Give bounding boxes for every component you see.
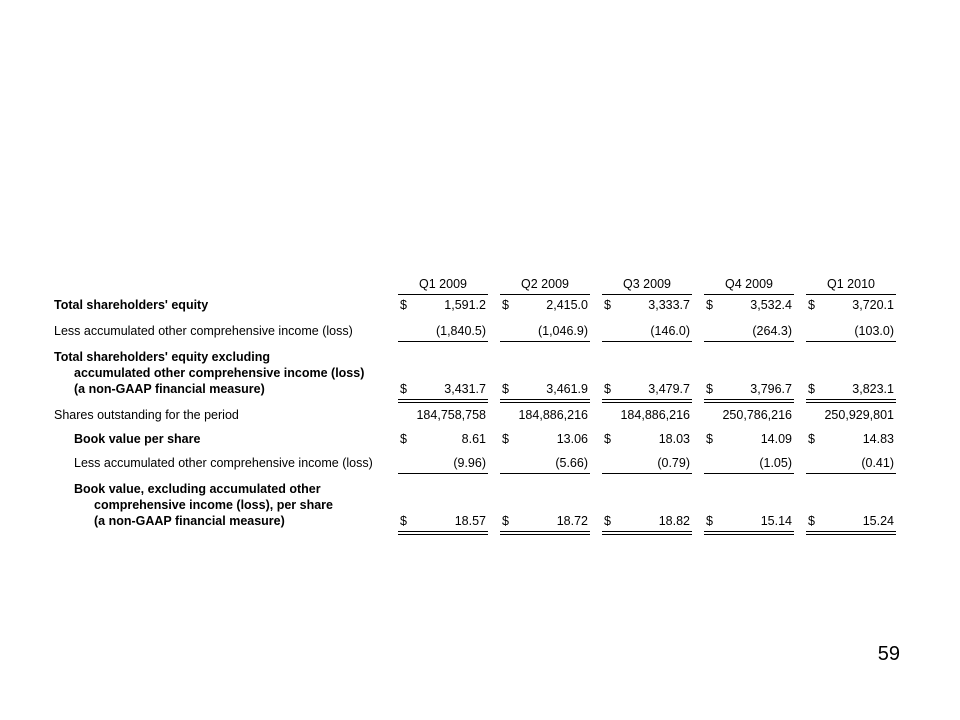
table-row [48, 450, 898, 476]
row-label-line: Shares outstanding for the period [54, 408, 239, 422]
value-amount: 3,431.7 [444, 382, 486, 396]
currency-symbol: $ [706, 298, 713, 312]
value-cell [806, 513, 896, 529]
value-cell [398, 431, 488, 447]
value-cell [602, 407, 692, 423]
row-label [54, 323, 394, 339]
value-cell [398, 513, 488, 529]
currency-symbol: $ [604, 514, 611, 528]
value-cell [806, 323, 896, 339]
table-row [48, 344, 898, 402]
currency-symbol: $ [808, 514, 815, 528]
column-header: Q3 2009 [623, 277, 671, 291]
row-label-line: (a non-GAAP financial measure) [74, 382, 265, 396]
value-cell [398, 407, 488, 423]
value-cell [500, 323, 590, 339]
value-cell [704, 431, 794, 447]
currency-symbol: $ [502, 298, 509, 312]
column-header: Q1 2009 [419, 277, 467, 291]
subtotal-rule [704, 473, 794, 474]
currency-symbol: $ [706, 382, 713, 396]
currency-symbol: $ [808, 298, 815, 312]
value-amount: 184,758,758 [416, 408, 486, 422]
value-amount: 14.09 [760, 432, 792, 446]
value-cell [704, 407, 794, 423]
subtotal-rule [602, 341, 692, 342]
value-cell [704, 323, 794, 339]
value-cell [806, 297, 896, 313]
value-cell [500, 381, 590, 397]
value-amount: 3,461.9 [546, 382, 588, 396]
subtotal-rule [500, 473, 590, 474]
value-amount: 3,823.1 [852, 382, 894, 396]
row-label [54, 297, 394, 313]
total-double-rule [500, 531, 590, 535]
value-amount: 250,929,801 [824, 408, 894, 422]
value-amount: (1,046.9) [537, 324, 588, 338]
value-amount: 13.06 [556, 432, 588, 446]
subtotal-rule [806, 473, 896, 474]
value-amount: 18.72 [556, 514, 588, 528]
table-row [48, 318, 898, 344]
value-amount: (1.05) [759, 456, 792, 470]
subtotal-rule [602, 473, 692, 474]
value-amount: 3,720.1 [852, 298, 894, 312]
subtotal-rule [704, 341, 794, 342]
value-amount: (9.96) [453, 456, 486, 470]
page-number: 59 [877, 643, 900, 665]
value-amount: (1,840.5) [435, 324, 486, 338]
value-amount: (5.66) [555, 456, 588, 470]
value-amount: 15.24 [862, 514, 894, 528]
currency-symbol: $ [400, 432, 407, 446]
currency-symbol: $ [604, 432, 611, 446]
value-cell [500, 455, 590, 471]
value-amount: 14.83 [862, 432, 894, 446]
value-amount: 184,886,216 [518, 408, 588, 422]
row-label-line: comprehensive income (loss), per share [94, 498, 333, 512]
currency-symbol: $ [400, 514, 407, 528]
column-header: Q1 2010 [827, 277, 875, 291]
value-amount: 1,591.2 [444, 298, 486, 312]
value-amount: (0.41) [861, 456, 894, 470]
column-header: Q4 2009 [725, 277, 773, 291]
value-cell [398, 381, 488, 397]
row-label-line: Total shareholders' equity excluding [54, 350, 270, 364]
value-cell [602, 297, 692, 313]
total-double-rule [398, 531, 488, 535]
value-amount: (146.0) [650, 324, 690, 338]
value-amount: (264.3) [752, 324, 792, 338]
value-cell [398, 323, 488, 339]
value-amount: (0.79) [657, 456, 690, 470]
value-amount: 2,415.0 [546, 298, 588, 312]
table-row [48, 476, 898, 534]
currency-symbol: $ [706, 514, 713, 528]
value-amount: 18.82 [658, 514, 690, 528]
row-label-line: (a non-GAAP financial measure) [94, 514, 285, 528]
value-amount: 18.03 [658, 432, 690, 446]
value-cell [806, 455, 896, 471]
table-row [48, 292, 898, 318]
value-cell [500, 407, 590, 423]
value-cell [806, 431, 896, 447]
row-label [74, 481, 414, 529]
value-amount: 8.61 [461, 432, 486, 446]
currency-symbol: $ [604, 382, 611, 396]
value-cell [704, 297, 794, 313]
value-amount: 250,786,216 [722, 408, 792, 422]
value-cell [602, 513, 692, 529]
subtotal-rule [500, 341, 590, 342]
table-row [48, 402, 898, 426]
column-header-row [48, 270, 898, 292]
row-label [74, 431, 414, 447]
value-amount: 3,333.7 [648, 298, 690, 312]
currency-symbol: $ [502, 382, 509, 396]
total-double-rule [806, 531, 896, 535]
value-amount: (103.0) [854, 324, 894, 338]
value-cell [398, 297, 488, 313]
row-label-line: Total shareholders' equity [54, 298, 209, 312]
value-amount: 184,886,216 [620, 408, 690, 422]
value-amount: 15.14 [760, 514, 792, 528]
value-cell [602, 431, 692, 447]
financial-table [48, 270, 898, 528]
value-cell [500, 297, 590, 313]
row-label-line: Book value per share [74, 432, 201, 446]
currency-symbol: $ [808, 432, 815, 446]
subtotal-rule [398, 341, 488, 342]
row-label-line: accumulated other comprehensive income (loss) [74, 366, 365, 380]
value-amount: 18.57 [454, 514, 486, 528]
row-label [74, 455, 414, 471]
row-label-line: Less accumulated other comprehensive income (loss) [74, 456, 373, 470]
value-cell [704, 455, 794, 471]
value-amount: 3,796.7 [750, 382, 792, 396]
value-cell [602, 381, 692, 397]
row-label-line: Book value, excluding accumulated other [74, 482, 321, 496]
row-label [54, 349, 394, 397]
currency-symbol: $ [400, 298, 407, 312]
total-double-rule [704, 531, 794, 535]
row-label [54, 407, 394, 423]
subtotal-rule [806, 341, 896, 342]
row-label-line: Less accumulated other comprehensive income (loss) [54, 324, 353, 338]
currency-symbol: $ [604, 298, 611, 312]
total-double-rule [602, 531, 692, 535]
currency-symbol: $ [706, 432, 713, 446]
value-cell [806, 381, 896, 397]
column-header: Q2 2009 [521, 277, 569, 291]
value-cell [500, 513, 590, 529]
value-cell [704, 513, 794, 529]
value-cell [806, 407, 896, 423]
value-amount: 3,532.4 [750, 298, 792, 312]
value-cell [500, 431, 590, 447]
value-cell [704, 381, 794, 397]
currency-symbol: $ [502, 432, 509, 446]
table-row [48, 426, 898, 450]
value-cell [398, 455, 488, 471]
value-cell [602, 323, 692, 339]
currency-symbol: $ [808, 382, 815, 396]
subtotal-rule [398, 473, 488, 474]
currency-symbol: $ [400, 382, 407, 396]
currency-symbol: $ [502, 514, 509, 528]
value-amount: 3,479.7 [648, 382, 690, 396]
value-cell [602, 455, 692, 471]
